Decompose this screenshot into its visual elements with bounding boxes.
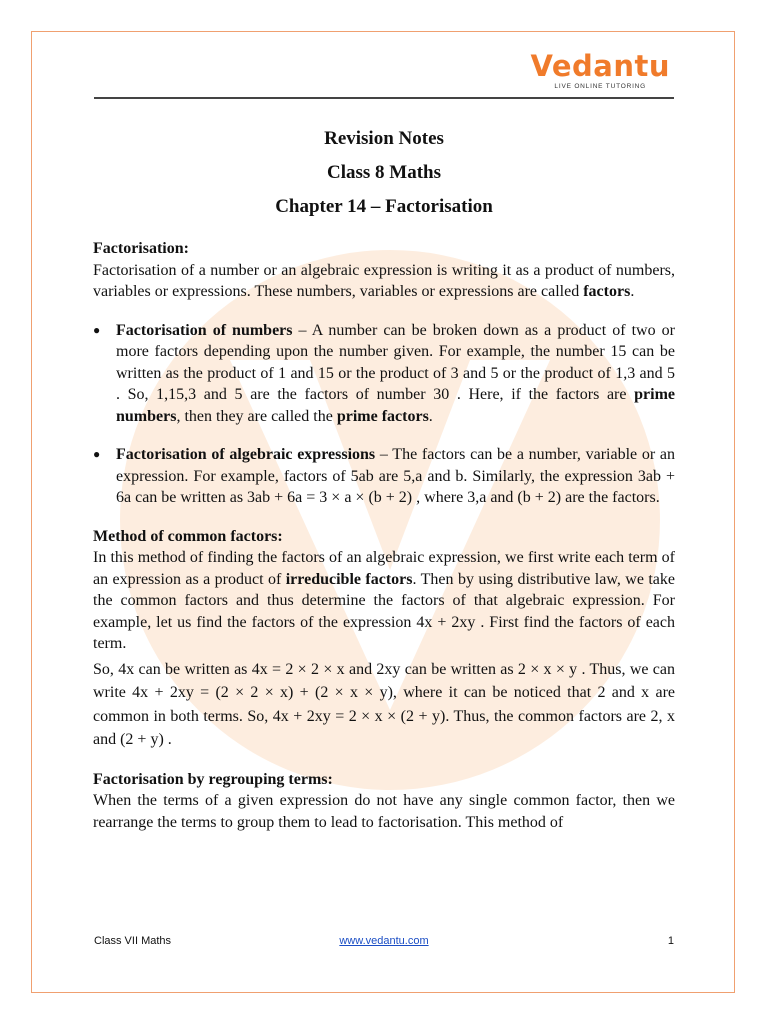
paragraph-regrouping: When the terms of a given expression do not have any single common factor, then we rearrange the terms to group them to lead to factorisation. This method of: [93, 792, 675, 831]
text-span: In this method of finding the factors of an algebraic expression, we first write each term of an expression as a product of: [93, 549, 675, 588]
heading-regrouping: Factorisation by regrouping terms:: [93, 770, 333, 788]
bullet-title: Factorisation of numbers: [116, 321, 293, 339]
bold-term-factors: factors: [583, 283, 631, 300]
logo-wordmark: Vedantu: [530, 49, 670, 83]
heading-factorisation: Factorisation:: [93, 240, 189, 257]
paragraph-common-factors: [93, 547, 675, 655]
title-revision-notes: Revision Notes: [324, 128, 444, 149]
footer-class-label: Class VII Maths: [94, 935, 172, 947]
text-span: Factorisation of a number or an algebraic expression is writing it as a product of numbers, variables or expressions. These numbers, variables or expressions are called: [93, 261, 675, 300]
bullet-title: Factorisation of algebraic expressions: [116, 446, 376, 463]
paragraph-common-factors-example: So, 4x can be written as 4x = 2 × 2 × x and 2xy can be written as 2 × x × y . Thus, we can write 4x + 2xy = (2 × 2 × x) + (2 × x × y), where it can be noticed that 2 and x are common in both terms. So, 4x + 2xy = 2 × x × (2 + y). Thus, the common factors are 2, x and (2 + y) .: [93, 660, 675, 748]
text-span: . Then by using distributive law, we take the common factors and thus determine the factors of that algebraic expression. For example, let us find the factors of the expression 4x + 2xy . First find the factors of each term.: [93, 570, 675, 652]
text-span: – A number can be broken down as a product of two or more factors depending upon the number given. For example, the number 15 can be written as the product of 1 and 15 or the product of 3 and 5 or the product of 1,3 and 5 . So, 1,15,3 and 5 are the factors of number 30 . Here, if the factors are: [116, 321, 675, 403]
logo-tagline: LIVE ONLINE TUTORING: [554, 83, 647, 90]
text-span: , then they are called the: [176, 407, 337, 425]
bold-term: irreducible factors: [285, 570, 413, 588]
main-content: [93, 238, 675, 833]
bold-term: prime numbers: [116, 386, 675, 425]
heading-common-factors: Method of common factors:: [93, 527, 283, 545]
bullet-factorisation-algebraic: [93, 444, 675, 509]
title-block: [0, 128, 768, 230]
bullet-list: [93, 320, 675, 428]
paragraph-factorisation: [93, 260, 675, 303]
text-span: .: [428, 407, 433, 425]
vedantu-logo: [530, 50, 670, 90]
footer-website-link[interactable]: www.vedantu.com: [339, 935, 429, 947]
footer-page-number: 1: [667, 935, 674, 947]
bullet-factorisation-numbers: [93, 320, 675, 428]
bullet-list: [93, 444, 675, 509]
title-chapter: Chapter 14 – Factorisation: [275, 196, 493, 217]
text-span: .: [630, 283, 635, 300]
title-class: Class 8 Maths: [326, 162, 441, 183]
header-divider: [94, 97, 674, 99]
bold-term: prime factors: [336, 407, 429, 425]
text-span: – The factors can be a number, variable or an expression. For example, factors of 5ab are 5,a and b. Similarly, the expression 3ab + 6a can be written as 3ab + 6a = 3 × a × (b + 2) , where 3,a and (b + 2) are the factors.: [116, 446, 675, 506]
